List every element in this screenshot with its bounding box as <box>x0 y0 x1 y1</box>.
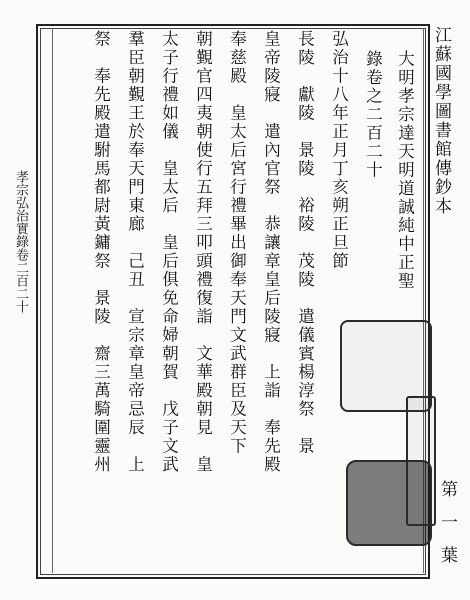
text-column-1: 大明孝宗達天明道誠純中正聖 <box>395 50 415 291</box>
text-column-4: 長陵 獻陵 景陵 裕陵 茂陵 遣儀賓楊淳祭 景 <box>295 30 315 456</box>
seal-side-strip <box>406 396 436 526</box>
margin-page-label: 第一葉 <box>437 480 457 579</box>
library-title: 江蘇國學圖書館傳鈔本 <box>431 26 451 216</box>
text-column-6: 奉慈殿 皇太后宮行禮畢出御奉天門文武群臣及天下 <box>227 30 247 456</box>
text-column-2: 錄卷之二百二十 <box>363 50 383 180</box>
text-column-9: 羣臣朝覲王於奉天門東廊 己丑 宣宗章皇帝忌辰 上 <box>125 30 145 474</box>
text-column-5: 皇帝陵寢 遣內官祭 恭讓章皇后陵寢 上詣 奉先殿 <box>261 30 281 474</box>
text-column-8: 太子行禮如儀 皇太后 皇后俱免命婦朝賀 戊子文武 <box>159 30 179 474</box>
margin-book-title: 孝宗弘治實錄卷二百二十 <box>13 170 28 313</box>
text-column-3: 弘治十八年正月丁亥朔正旦節 <box>329 30 349 271</box>
margin-rule <box>52 28 53 573</box>
text-column-10: 祭 奉先殿遣駙馬都尉黃鏞祭 景陵 齋三萬騎圍靈州 <box>91 30 111 474</box>
text-column-7: 朝覲官四夷朝使行五拜三叩頭禮復詣 文華殿朝見 皇 <box>193 30 213 474</box>
